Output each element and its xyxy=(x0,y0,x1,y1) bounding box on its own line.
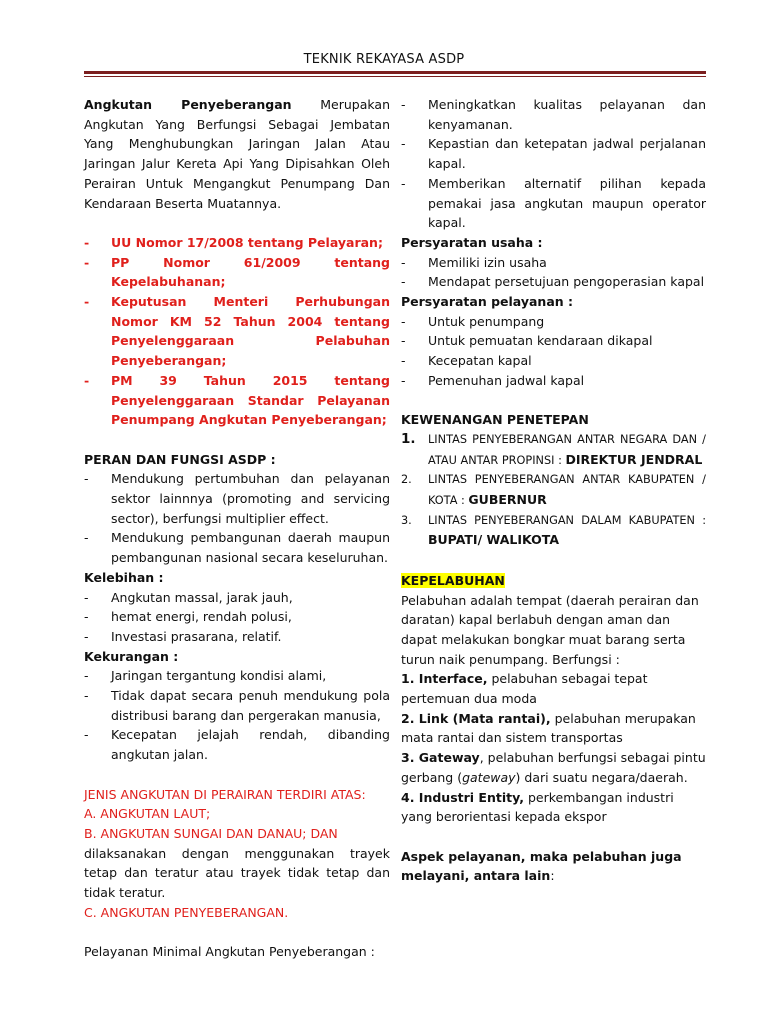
jenis-heading: JENIS ANGKUTAN DI PERAIRAN TERDIRI ATAS: xyxy=(84,786,366,802)
peran-heading: PERAN DAN FUNGSI ASDP : xyxy=(84,451,276,467)
intro-term: Angkutan Penyeberangan xyxy=(84,97,292,112)
usaha-item: - Mendapat persetujuan pengoperasian kapal xyxy=(401,274,705,290)
page-header-title: TEKNIK REKAYASA ASDP xyxy=(303,52,465,67)
function-item: 2. Link (Mata rantai), pelabuhan merupakan mata rantai dan sistem transportas xyxy=(401,710,696,746)
regulation-item: - PP Nomor 61/2009 tentang Kepelabuhanan; xyxy=(84,254,390,290)
kelebihan-heading: Kelebihan : xyxy=(84,569,164,585)
aspek-heading: Aspek pelayanan, maka pelabuhan juga melayani, antara lain: xyxy=(401,848,682,884)
function-item: 3. Gateway, pelabuhan berfungsi sebagai pintu gerbang (gateway) dari suatu negara/daerah. xyxy=(401,750,706,785)
syarat-pelayanan-item: - Untuk penumpang xyxy=(401,313,545,329)
kepelabuhan-paragraph: Pelabuhan adalah tempat (daerah perairan dan daratan) kapal berlabuh dengan aman dan dapat melakukan bongkar muat barang serta turun naik penumpang. Berfungsi : xyxy=(401,592,699,667)
kewenangan-item: 2. LINTAS PENYEBERANGAN ANTAR KABUPATEN / KOTA : GUBERNUR xyxy=(401,473,706,508)
kelebihan-item: - Angkutan massal, jarak jauh, xyxy=(84,589,293,605)
regulation-item: - PM 39 Tahun 2015 tentang Penyelenggaraan Standar Pelayanan Penumpang Angkutan Penyeberangan; xyxy=(84,372,390,428)
kekurangan-item: - Jaringan tergantung kondisi alami, xyxy=(84,668,327,684)
regulation-item: - Keputusan Menteri Perhubungan Nomor KM 52 Tahun 2004 tentang Penyelenggaraan Pelabuhan Penyeberangan; xyxy=(84,294,390,369)
kewenangan-item: 3. LINTAS PENYEBERANGAN DALAM KABUPATEN : BUPATI/ WALIKOTA xyxy=(401,513,706,548)
jenis-item-b: B. ANGKUTAN SUNGAI DAN DANAU; DAN xyxy=(84,825,338,841)
kelebihan-item: - Investasi prasarana, relatif. xyxy=(84,628,282,644)
syarat-pelayanan-item: - Kecepatan kapal xyxy=(401,353,532,369)
regulation-item: - UU Nomor 17/2008 tentang Pelayaran; xyxy=(84,234,383,250)
function-item: 1. Interface, pelabuhan sebagai tepat pertemuan dua moda xyxy=(401,671,648,707)
header-divider-thin xyxy=(84,76,706,77)
pelayanan-item: - Meningkatkan kualitas pelayanan dan kenyamanan. xyxy=(401,97,706,132)
jenis-item-c: C. ANGKUTAN PENYEBERANGAN. xyxy=(84,904,289,920)
kekurangan-item: - Tidak dapat secara penuh mendukung pola distribusi barang dan pergerakan manusia, xyxy=(84,688,390,723)
kekurangan-heading: Kekurangan : xyxy=(84,648,179,664)
pelayanan-item: - Kepastian dan ketepatan jadwal perjalanan kapal. xyxy=(401,136,706,172)
usaha-item: - Memiliki izin usaha xyxy=(401,254,547,270)
peran-item: - Mendukung pembangunan daerah maupun pembangunan nasional secara keseluruhan. xyxy=(84,530,390,566)
syarat-pelayanan-heading: Persyaratan pelayanan : xyxy=(401,294,574,310)
intro-paragraph xyxy=(84,95,390,213)
kelebihan-item: - hemat energi, rendah polusi, xyxy=(84,609,292,625)
kekurangan-item: - Kecepatan jelajah rendah, dibanding angkutan jalan. xyxy=(84,727,390,763)
intro-text: Merupakan Angkutan Yang Berfungsi Sebagai Jembatan Yang Menghubungkan Jaringan Jalan Atau Jaringan Jalur Kereta Api Yang Dipisahkan Oleh Perairan Untuk Mengangkut Penumpang Dan Kendaraan Beserta Muatannya. xyxy=(84,97,390,211)
header-divider-thick xyxy=(84,71,706,74)
pelayanan-minimal-heading: Pelayanan Minimal Angkutan Penyeberangan : xyxy=(84,944,375,960)
syarat-pelayanan-item: - Untuk pemuatan kendaraan dikapal xyxy=(401,333,653,349)
usaha-heading: Persyaratan usaha : xyxy=(401,234,543,250)
jenis-item-a: A. ANGKUTAN LAUT; xyxy=(84,806,211,822)
jenis-description: dilaksanakan dengan menggunakan trayek tetap dan teratur atau trayek tidak tetap dan tidak teratur. xyxy=(84,845,390,901)
left-column xyxy=(84,95,390,962)
pelayanan-item: - Memberikan alternatif pilihan kepada pemakai jasa angkutan maupun operator kapal. xyxy=(401,175,706,231)
kewenangan-heading: KEWENANGAN PENETEPAN xyxy=(401,412,589,428)
peran-item: - Mendukung pertumbuhan dan pelayanan sektor lainnnya (promoting and servicing sector), berfungsi multiplier effect. xyxy=(84,471,390,526)
right-column xyxy=(401,95,706,886)
kewenangan-item: 1. LINTAS PENYEBERANGAN ANTAR NEGARA DAN / ATAU ANTAR PROPINSI : DIREKTUR JENDRAL xyxy=(401,430,706,467)
kepelabuhan-heading: KEPELABUHAN xyxy=(401,572,505,588)
kepelabuhan-heading-wrap xyxy=(401,571,706,591)
syarat-pelayanan-item: - Pemenuhan jadwal kapal xyxy=(401,372,585,388)
function-item: 4. Industri Entity, perkembangan industri yang berorientasi kepada ekspor xyxy=(401,789,674,825)
